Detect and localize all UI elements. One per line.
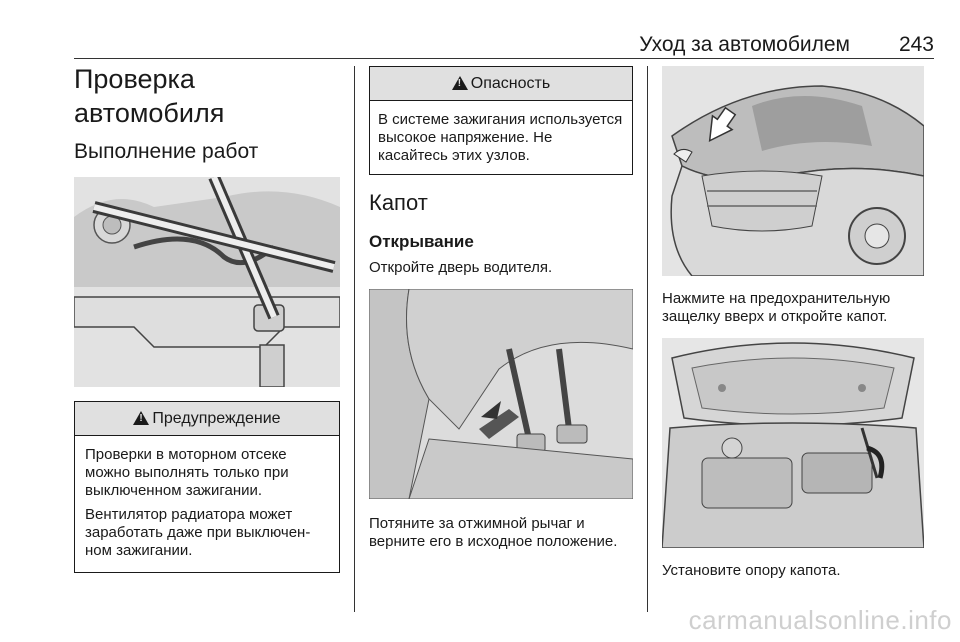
watermark: carmanualsonline.info [688, 605, 952, 635]
page-number: 243 [898, 33, 934, 56]
column-left [74, 62, 340, 573]
column-right [662, 66, 924, 580]
column-middle [369, 66, 633, 551]
warning-paragraph: Проверки в моторном отсеке можно выполнять только при выключенном зажигании. [85, 446, 289, 499]
pedal-area-figure [369, 289, 633, 499]
warning-triangle-icon [452, 76, 468, 90]
subsection-title: Открывание [369, 232, 474, 251]
section-title: Капот [369, 190, 428, 215]
warning-paragraph: Вентилятор радиатора может заработать даже при выключенном зажигании. [85, 506, 311, 559]
page-heading: Проверка автомобиля [74, 64, 225, 128]
column-divider [647, 66, 648, 612]
danger-title: Опасность [470, 74, 551, 92]
warning-header [75, 402, 339, 436]
hood-latch-figure [662, 66, 924, 276]
step-text: Нажмите на предохранительную защелку вверх и откройте капот. [662, 290, 891, 325]
warning-title: Предупреждение [152, 409, 281, 427]
danger-text: В системе зажигания используется высокое напряжение. Не касайтесь этих узлов. [378, 111, 623, 164]
hood-open-figure [662, 338, 924, 548]
step-text: Потяните за отжимной рычаг и верните его в исходное положение. [369, 515, 618, 550]
column-divider [354, 66, 355, 612]
section-heading: Выполнение работ [74, 140, 259, 163]
warning-triangle-icon [133, 411, 149, 425]
header-title: Уход за автомобилем [639, 33, 850, 56]
warning-box [74, 401, 340, 573]
step-text: Откройте дверь водителя. [369, 259, 553, 276]
step-text: Установите опору капота. [662, 562, 841, 579]
danger-box [369, 66, 633, 175]
header-rule [74, 58, 934, 59]
engine-bay-figure [74, 177, 340, 387]
danger-header [370, 67, 632, 101]
